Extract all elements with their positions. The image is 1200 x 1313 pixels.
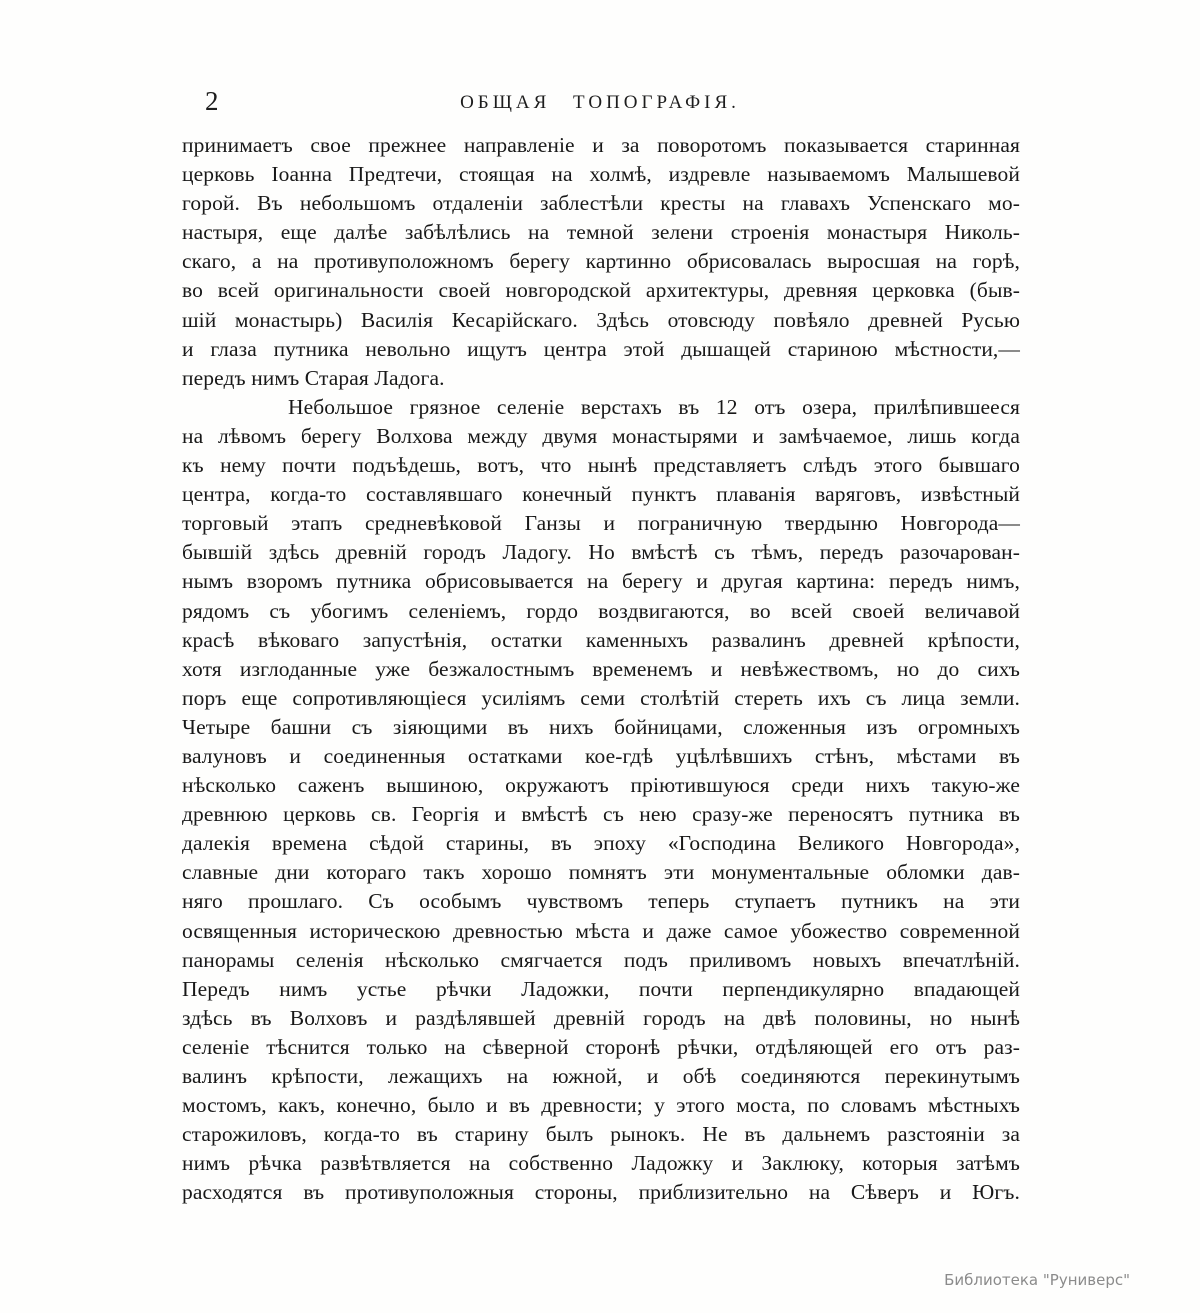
- text-line: передъ нимъ Старая Ладога.: [182, 365, 445, 390]
- text-line: нимъ рѣчка развѣтвляется на собственно Ладожку и Заклюку, которыя затѣмъ: [182, 1151, 1020, 1176]
- text-line: и глаза путника невольно ищутъ центра этой дышащей стариною мѣстности,—: [182, 336, 1020, 361]
- text-line: няго прошлаго. Съ особымъ чувствомъ теперь ступаетъ путникъ на эти: [182, 889, 1020, 914]
- text-line: на лѣвомъ берегу Волхова между двумя монастырями и замѣчаемое, лишь когда: [182, 423, 1020, 448]
- text-line: скаго, а на противуположномъ берегу картинно обрисовалась выросшая на горѣ,: [182, 249, 1020, 274]
- running-head: ОБЩАЯ ТОПОГРАФІЯ.: [460, 92, 740, 113]
- text-line: къ нему почти подъѣдешь, вотъ, что нынѣ представляетъ слѣдъ этого бывшаго: [182, 453, 1020, 478]
- text-line: церковь Іоанна Предтечи, стоящая на холмѣ, издревле называемомъ Малышевой: [182, 162, 1020, 187]
- text-line: нымъ взоромъ путника обрисовывается на берегу и другая картина: передъ нимъ,: [182, 569, 1020, 594]
- text-line: во всей оригинальности своей новгородской архитектуры, древняя церковка (быв-: [182, 278, 1020, 303]
- runivers-watermark: Библиотека "Руниверс": [944, 1271, 1130, 1289]
- text-line: селеніе тѣснится только на сѣверной сторонѣ рѣчки, отдѣляющей его отъ раз-: [182, 1034, 1020, 1059]
- paragraph: [182, 131, 1020, 393]
- text-line: славные дни котораго такъ хорошо помнятъ эти монументальные обломки дав-: [182, 860, 1020, 885]
- text-line: расходятся въ противуположныя стороны, приблизительно на Сѣверъ и Югъ.: [182, 1180, 1020, 1205]
- text-line: настыря, еще далѣе забѣлѣлись на темной зелени строенія монастыря Николь-: [182, 220, 1020, 245]
- text-line: валуновъ и соединенныя остатками кое-гдѣ уцѣлѣвшихъ стѣнъ, мѣстами въ: [182, 743, 1020, 768]
- text-line: старожиловъ, когда-то въ старину былъ рынокъ. Не въ дальнемъ разстояніи за: [182, 1122, 1020, 1147]
- text-block: [182, 131, 1020, 1207]
- text-line: торговый этапъ средневѣковой Ганзы и пограничную твердыню Новгорода—: [182, 511, 1020, 536]
- text-line: древнюю церковь св. Георгія и вмѣстѣ съ нею сразу-же переносятъ путника въ: [182, 802, 1020, 827]
- text-line: красѣ вѣковаго запустѣнія, остатки каменныхъ развалинъ древней крѣпости,: [182, 627, 1020, 652]
- paragraph: [182, 393, 1020, 1208]
- page-number: 2: [205, 86, 219, 116]
- text-line: Небольшое грязное селеніе верстахъ въ 12 отъ озера, прилѣпившееся: [288, 394, 1020, 419]
- text-line: центра, когда-то составлявшаго конечный пунктъ плаванія варяговъ, извѣстный: [182, 482, 1020, 507]
- text-line: здѣсь въ Волховъ и раздѣлявшей древній городъ на двѣ половины, но нынѣ: [182, 1005, 1020, 1030]
- text-line: Передъ нимъ устье рѣчки Ладожки, почти перпендикулярно впадающей: [182, 976, 1020, 1001]
- text-line: поръ еще сопротивляющіеся усиліямъ семи столѣтій стереть ихъ съ лица земли.: [182, 685, 1020, 710]
- text-line: нѣсколько саженъ вышиною, окружаютъ пріютившуюся среди нихъ такую-же: [182, 773, 1020, 798]
- text-line: рядомъ съ убогимъ селеніемъ, гордо воздвигаются, во всей своей величавой: [182, 598, 1020, 623]
- text-line: хотя изглоданные уже безжалостнымъ временемъ и невѣжествомъ, но до сихъ: [182, 656, 1020, 681]
- text-line: принимаетъ свое прежнее направленіе и за поворотомъ показывается старинная: [182, 133, 1020, 157]
- text-line: горой. Въ небольшомъ отдаленіи заблестѣли кресты на главахъ Успенскаго мо-: [182, 191, 1020, 216]
- text-line: далекія времена сѣдой старины, въ эпоху «Господина Великого Новгорода»,: [182, 831, 1020, 856]
- text-line: Четыре башни съ зіяющими въ нихъ бойницами, сложенныя изъ огромныхъ: [182, 714, 1020, 739]
- text-line: панорамы селенія нѣсколько смягчается подъ приливомъ новыхъ впечатлѣній.: [182, 947, 1020, 972]
- text-line: бывшій здѣсь древній городъ Ладогу. Но вмѣстѣ съ тѣмъ, передъ разочарован-: [182, 540, 1020, 565]
- text-line: валинъ крѣпости, лежащихъ на южной, и обѣ соединяются перекинутымъ: [182, 1064, 1020, 1088]
- text-line: шій монастырь) Василія Кесарійскаго. Здѣсь отовсюду повѣяло древней Русью: [182, 307, 1020, 332]
- text-line: мостомъ, какъ, конечно, было и въ древности; у этого моста, по словамъ мѣстныхъ: [182, 1093, 1020, 1118]
- text-line: освященныя историческою древностью мѣста и даже самое убожество современной: [182, 918, 1020, 943]
